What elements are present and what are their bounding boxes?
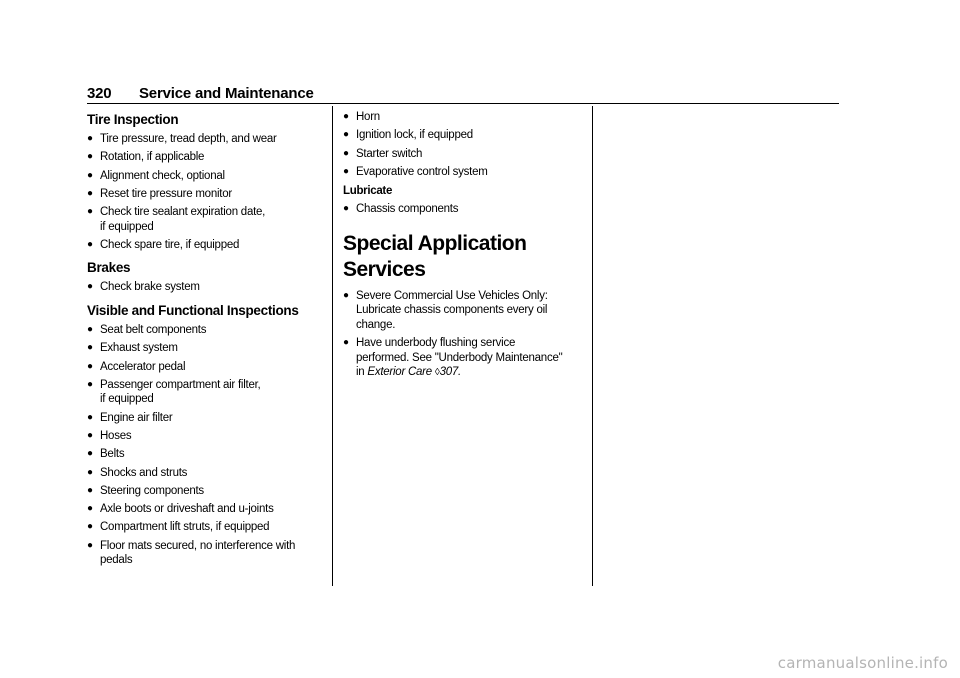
bullet-icon: ●	[87, 360, 93, 372]
list-item: ● Chassis components	[343, 203, 459, 216]
bullet-icon: ●	[87, 503, 93, 515]
list-item: ● Starter switch	[343, 147, 423, 160]
lubricate-heading: Lubricate	[343, 185, 393, 198]
exterior-care-link[interactable]: Exterior Care	[367, 366, 432, 379]
brakes-heading: Brakes	[87, 260, 131, 276]
list-item: ● Check tire sealant expiration date, if equipped	[87, 206, 266, 233]
bullet-icon: ●	[87, 539, 93, 551]
bullet-icon: ●	[343, 129, 349, 141]
page-header	[87, 85, 839, 104]
bullet-icon: ●	[343, 165, 349, 177]
page-reference-number[interactable]: 307.	[439, 366, 461, 379]
list-item: ● Tire pressure, tread depth, and wear	[87, 133, 277, 145]
special-application-list	[343, 289, 587, 381]
list-item: ● Have underbody flushing service performed. See "Underbody Maintenance" in Exterior Care ◊307.	[343, 337, 563, 379]
bullet-icon: ●	[87, 429, 93, 441]
bullet-icon: ●	[87, 133, 93, 144]
special-application-heading: Special Application Services	[343, 231, 527, 281]
bullet-icon: ●	[87, 323, 93, 335]
bullet-icon: ●	[87, 169, 93, 181]
bullet-icon: ●	[87, 281, 93, 293]
left-column	[87, 110, 327, 572]
list-item: ● Engine air filter	[87, 411, 173, 424]
list-item: ● Reset tire pressure monitor	[87, 187, 232, 200]
list-item: ● Horn	[343, 111, 380, 123]
list-item: ● Severe Commercial Use Vehicles Only: Lubricate chassis components every oil change.	[343, 289, 548, 331]
list-item: ● Check brake system	[87, 281, 200, 294]
bullet-icon: ●	[87, 378, 93, 390]
visible-functional-heading: Visible and Functional Inspections	[87, 302, 299, 318]
watermark: carmanualsonline.info	[777, 654, 948, 672]
list-item: ● Rotation, if applicable	[87, 151, 205, 164]
section-title: Service and Maintenance	[139, 85, 314, 102]
bullet-icon: ●	[87, 411, 93, 423]
bullet-icon: ●	[87, 521, 93, 533]
bullet-icon: ●	[87, 206, 93, 218]
list-item: ● Accelerator pedal	[87, 360, 186, 373]
list-item: ● Compartment lift struts, if equipped	[87, 521, 270, 534]
list-item: ● Floor mats secured, no interference with pedals	[87, 539, 296, 567]
bullet-icon: ●	[343, 147, 349, 159]
visible-functional-list	[87, 323, 327, 568]
list-item: ● Passenger compartment air filter, if equipped	[87, 378, 261, 406]
bullet-icon: ●	[87, 342, 93, 354]
bullet-icon: ●	[87, 448, 93, 460]
bullet-icon: ●	[87, 484, 93, 496]
list-item: ● Evaporative control system	[343, 165, 488, 178]
list-item: ● Steering components	[87, 484, 204, 497]
bullet-icon: ●	[343, 111, 349, 122]
lubricate-list	[343, 202, 587, 217]
bullet-icon: ●	[87, 466, 93, 478]
bullet-icon: ●	[87, 187, 93, 199]
list-item: ● Alignment check, optional	[87, 169, 225, 182]
tire-inspection-list	[87, 132, 327, 252]
bullet-icon: ●	[343, 289, 349, 301]
brakes-list	[87, 280, 327, 295]
bullet-icon: ●	[87, 238, 93, 250]
bullet-icon: ●	[343, 337, 349, 349]
list-item: ● Seat belt components	[87, 323, 207, 336]
page-reference-icon: ◊	[434, 367, 440, 379]
bullet-icon: ●	[87, 151, 93, 163]
bullet-icon: ●	[343, 203, 349, 215]
middle-column	[343, 110, 587, 384]
list-item: ● Check spare tire, if equipped	[87, 238, 240, 251]
tire-inspection-heading: Tire Inspection	[87, 112, 179, 127]
list-item: ● Belts	[87, 448, 125, 461]
column-divider-2	[592, 106, 593, 586]
column-divider-1	[332, 106, 333, 586]
list-item: ● Hoses	[87, 429, 132, 442]
list-item: ● Shocks and struts	[87, 466, 188, 479]
inspection-list-continued	[343, 110, 587, 179]
list-item: ● Ignition lock, if equipped	[343, 129, 473, 142]
list-item: ● Exhaust system	[87, 342, 178, 355]
list-item: ● Axle boots or driveshaft and u-joints	[87, 503, 274, 516]
page-number: 320	[87, 85, 112, 102]
